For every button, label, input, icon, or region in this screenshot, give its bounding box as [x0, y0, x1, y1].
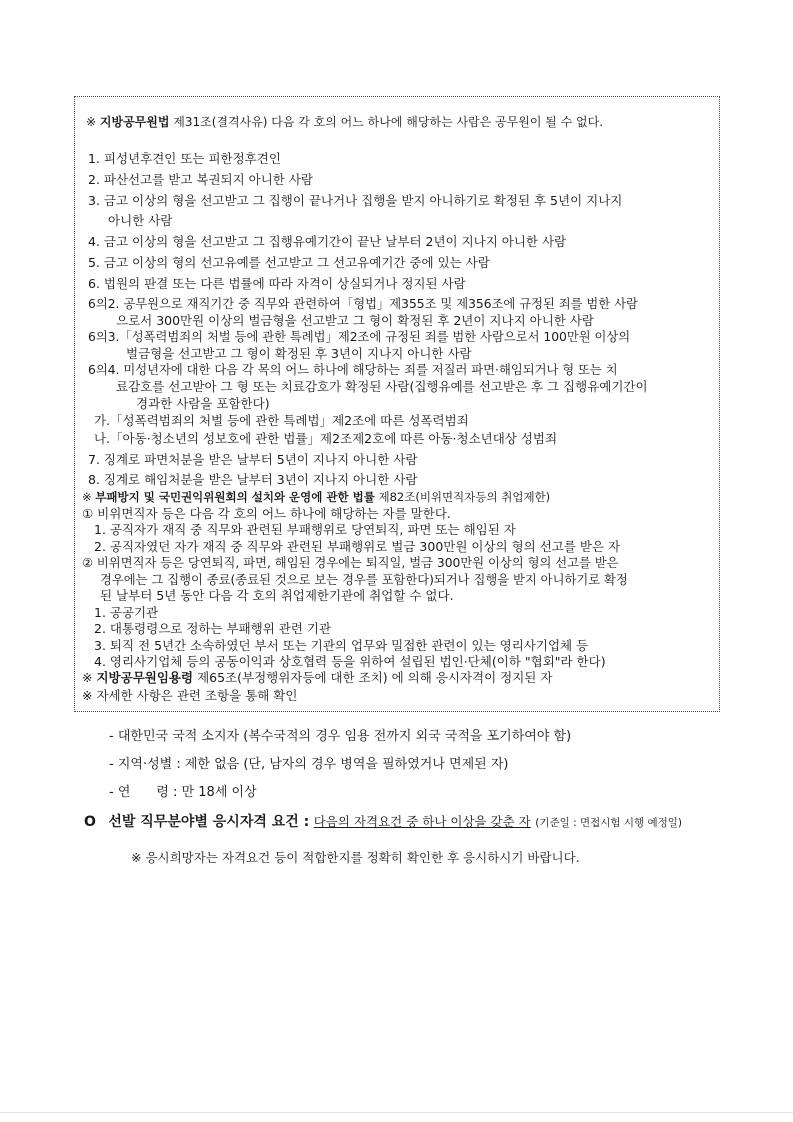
- list-item: 6의4. 미성년자에 대한 다음 각 목의 어느 하나에 해당하는 죄를 저질러 파면·해임되거나 형 또는 치: [88, 363, 618, 377]
- eligibility-item: - 대한민국 국적 소지자 (복수국적의 경우 임용 전까지 외국 국적을 포기하여야 함): [109, 729, 572, 744]
- intro-mark: ※: [86, 115, 97, 129]
- list-item: 3. 금고 이상의 형을 선고받고 그 집행이 끝나거나 집행을 받지 아니하기로 확정된 후 5년이 지나지: [88, 193, 623, 208]
- list-item: 가.「성폭력범죄의 처벌 등에 관한 특례법」제2조에 따른 성폭력범죄: [94, 413, 469, 428]
- anti-corruption-law: 부패방지 및 국민권익위원회의 설치와 운영에 관한 법률: [95, 490, 375, 504]
- anti-corruption-line: 된 날부터 5년 동안 다음 각 호의 취업제한기관에 취업할 수 없다.: [100, 588, 454, 603]
- eligibility-item: - 지역·성별 : 제한 없음 (단, 남자의 경우 병역을 필하였거나 면제된 자): [109, 757, 509, 772]
- appointment-text: 제65조(부정행위자등에 대한 조치) 에 의해 응시자격이 정지된 자: [197, 670, 553, 685]
- bullet-circle-icon: O: [84, 814, 96, 830]
- intro-line: [86, 114, 603, 130]
- anti-corruption-line: ② 비위면직자 등은 당연퇴직, 파면, 해임된 경우에는 퇴직일, 벌금 300만원 이상의 형의 선고를 받은: [82, 556, 619, 570]
- appointment-note: [82, 670, 552, 686]
- anti-corruption-heading: [82, 489, 550, 505]
- list-item: 5. 금고 이상의 형의 선고유예를 선고받고 그 선고유예기간 중에 있는 사람: [88, 255, 490, 270]
- detail-note: ※ 자세한 사항은 관련 조항을 통해 확인: [82, 688, 298, 703]
- anti-corruption-line: 2. 대통령령으로 정하는 부패행위 관련 기관: [94, 621, 332, 636]
- job-requirements-underlined: 다음의 자격요건 중 하나 이상을 갖춘 자: [313, 814, 531, 829]
- appointment-mark: ※: [82, 670, 93, 685]
- list-item: 아니한 사람: [108, 213, 173, 228]
- page-bottom-rule: [0, 1112, 793, 1113]
- anti-corruption-text: 제82조(비위면직자등의 취업제한): [378, 490, 551, 504]
- list-item: 6의3.「성폭력범죄의 처벌 등에 관한 특례법」제2조에 규정된 죄를 범한 사람으로서 100만원 이상의: [88, 330, 631, 344]
- appointment-law: 지방공무원임용령: [96, 670, 194, 685]
- intro-law: 지방공무원법: [99, 115, 170, 129]
- anti-corruption-line: 1. 공직자가 재직 중 직무와 관련된 부패행위로 당연퇴직, 파면 또는 해임된 자: [94, 522, 516, 537]
- list-item: 6의2. 공무원으로 재직기간 중 직무와 관련하여「형법」제355조 및 제356조에 규정된 죄를 범한 사람: [88, 297, 638, 311]
- list-item: 나.「아동·청소년의 성보호에 관한 법률」제2조제2호에 따른 아동·청소년대상 성범죄: [94, 431, 558, 446]
- final-note: ※ 응시희망자는 자격요건 등이 적합한지를 정확히 확인한 후 응시하시기 바랍니다.: [131, 850, 580, 865]
- list-item: 벌금형을 선고받고 그 형이 확정된 후 3년이 지나지 아니한 사람: [126, 346, 472, 361]
- anti-corruption-line: 4. 영리사기업체 등의 공동이익과 상호협력 등을 위하여 설립된 법인·단체(이하 "협회"라 한다): [94, 654, 606, 669]
- intro-text: 제31조(결격사유) 다음 각 호의 어느 하나에 해당하는 사람은 공무원이 될 수 없다.: [173, 115, 604, 129]
- anti-corruption-line: 3. 퇴직 전 5년간 소속하였던 부서 또는 기관의 업무와 밀접한 관련이 있는 영리사기업체 등: [94, 638, 589, 653]
- list-item: 4. 금고 이상의 형을 선고받고 그 집행유예기간이 끝난 날부터 2년이 지나지 아니한 사람: [88, 234, 567, 249]
- eligibility-item: - 연 령 : 만 18세 이상: [109, 785, 257, 800]
- anti-corruption-line: ① 비위면직자 등은 다음 각 호의 어느 하나에 해당하는 자를 말한다.: [82, 506, 451, 521]
- list-item: 2. 파산선고를 받고 복권되지 아니한 사람: [88, 172, 313, 187]
- job-requirements-heading: [84, 814, 682, 831]
- list-item: 8. 징계로 해임처분을 받은 날부터 3년이 지나지 아니한 사람: [88, 472, 418, 487]
- job-requirements-basis: (기준일 : 면접시험 시행 예정일): [535, 817, 683, 829]
- list-item: 1. 피성년후견인 또는 피한정후견인: [88, 151, 281, 166]
- anti-corruption-line: 2. 공직자였던 자가 재직 중 직무와 관련된 부패행위로 벌금 300만원 이상의 형의 선고를 받은 자: [94, 539, 621, 554]
- list-item: 료감호를 선고받아 그 형 또는 치료감호가 확정된 사람(집행유예를 선고받은 후 그 집행유예기간이: [116, 379, 648, 394]
- list-item: 6. 법원의 판결 또는 다른 법률에 따라 자격이 상실되거나 정지된 사람: [88, 276, 466, 291]
- anti-corruption-line: 경우에는 그 집행이 종료(종료된 것으로 보는 경우를 포함한다)되거나 집행을 받지 아니하기로 확정: [100, 573, 628, 587]
- list-item: 7. 징계로 파면처분을 받은 날부터 5년이 지나지 아니한 사람: [88, 452, 418, 467]
- anti-corruption-line: 1. 공공기관: [94, 605, 159, 620]
- list-item: 으로서 300만원 이상의 벌금형을 선고받고 그 형이 확정된 후 2년이 지나지 아니한 사람: [116, 313, 594, 328]
- anti-corruption-mark: ※: [82, 490, 92, 504]
- job-requirements-title: 선발 직무분야별 응시자격 요건 :: [108, 814, 310, 830]
- list-item: 경과한 사람을 포함한다): [136, 396, 270, 411]
